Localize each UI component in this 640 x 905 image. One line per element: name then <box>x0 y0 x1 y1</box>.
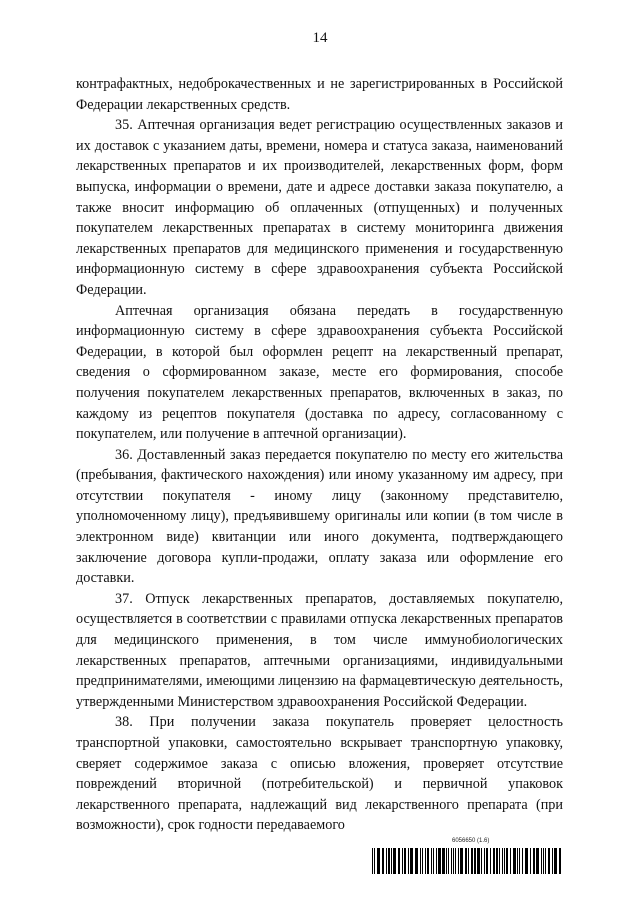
barcode-bar <box>504 848 505 874</box>
barcode-bar <box>513 848 516 874</box>
barcode-bar <box>499 848 500 874</box>
barcode-bar <box>386 848 387 874</box>
barcode-bar <box>506 848 508 874</box>
barcode-bar <box>388 848 390 874</box>
barcode-bar <box>522 848 523 874</box>
barcode-bar <box>377 848 380 874</box>
barcode-bar <box>543 848 544 874</box>
barcode-bar <box>410 848 413 874</box>
barcode-bar <box>471 848 473 874</box>
barcode-bar <box>525 848 528 874</box>
barcode-bar <box>493 848 495 874</box>
barcode-bar <box>453 848 454 874</box>
barcode-bar <box>427 848 429 874</box>
paragraph-continuation: контрафактных, недоброкачественных и не зарегистрированных в Российской Федерации лекарственных средств. <box>76 76 563 113</box>
barcode-bar <box>548 848 550 874</box>
paragraph-38: 38. При получении заказа покупатель проверяет целостность транспортной упаковки, самостоятельно вскрывает транспортную упаковку, сверяет содержимое заказа с описью вложения, проверяет отсутствие повреждений вторичной (потребительской) и первичной упаковок лекарственного препарата, надлежащий вид лекарственного препарата (при возможности), срок годности передаваемого <box>76 714 563 834</box>
barcode-bar <box>422 848 423 874</box>
barcode-bar <box>415 848 418 874</box>
barcode-bar <box>455 848 456 874</box>
barcode-bar <box>420 848 421 874</box>
barcode-bar <box>496 848 498 874</box>
barcode-bar <box>382 848 384 874</box>
barcode-bar <box>438 848 441 874</box>
barcode-bar <box>391 848 392 874</box>
barcode-bar <box>519 848 520 874</box>
barcode-bar <box>460 848 463 874</box>
barcode-bar <box>477 848 480 874</box>
barcode-bar <box>541 848 542 874</box>
barcode-bar <box>402 848 403 874</box>
barcode-bar <box>486 848 488 874</box>
page-number: 14 <box>312 30 328 46</box>
barcode-bar <box>474 848 476 874</box>
barcode-bar <box>484 848 485 874</box>
document-body <box>76 74 563 836</box>
barcode-bar <box>408 848 409 874</box>
barcode-bar <box>536 848 539 874</box>
barcode-bar <box>436 848 437 874</box>
barcode-bar <box>533 848 535 874</box>
barcode-bar <box>431 848 432 874</box>
barcode-bar <box>372 848 373 874</box>
barcode-bar <box>552 848 553 874</box>
barcode-bar <box>448 848 449 874</box>
paragraph-35-continued: Аптечная организация обязана передать в государственную информационную систему в сфере здравоохранения субъекта Российской Федерации, в которой был оформлен рецепт на лекарственный препарат, сведения о сформированном заказе, месте его формирования, способе получения покупателем лекарственных препаратов, включенных в заказ, по каждому из рецептов покупателя (доставка по адресу, согласованному с покупателем, или получение в аптечной организации). <box>76 302 563 443</box>
barcode-bar <box>404 848 406 874</box>
barcode-bar <box>451 848 452 874</box>
barcode-bar <box>446 848 447 874</box>
barcode-bar <box>554 848 557 874</box>
barcode-bar <box>465 848 467 874</box>
barcode-bar <box>442 848 445 874</box>
barcode-bar <box>393 848 396 874</box>
barcode-bar <box>510 848 511 874</box>
barcode-bar <box>517 848 518 874</box>
barcode-bar <box>374 848 375 874</box>
barcode-bar <box>545 848 546 874</box>
barcode-bar <box>502 848 503 874</box>
document-code: 6056650 (1.6) <box>452 838 490 844</box>
barcode-bar <box>425 848 426 874</box>
barcode-bar <box>398 848 400 874</box>
barcode-bar <box>458 848 459 874</box>
paragraph-36: 36. Доставленный заказ передается покупателю по месту его жительства (пребывания, фактического нахождения) или иному указанному им адресу, при отсутствии покупателя - иному лицу (законному представителю, уполномоченному лицу), предъявившему оригиналы или копии (в том числе в электронном виде) квитанции или иного документа, подтверждающего заключение договора купли-продажи, оплату заказа или оформление его доставки. <box>76 446 563 587</box>
barcode-bar <box>490 848 491 874</box>
paragraph-37: 37. Отпуск лекарственных препаратов, доставляемых покупателю, осуществляется в соответствии с правилами отпуска лекарственных препаратов для медицинского применения, в том числе иммунобиологических лекарственных препаратов, аптечными организациями, индивидуальными предпринимателями, имеющими лицензию на фармацевтическую деятельность, утвержденными Министерством здравоохранения Российской Федерации. <box>76 590 563 710</box>
barcode-bar <box>468 848 469 874</box>
barcode-icon <box>372 848 562 874</box>
barcode-bar <box>530 848 531 874</box>
barcode-bar <box>481 848 482 874</box>
paragraph-35: 35. Аптечная организация ведет регистрацию осуществленных заказов и их доставок с указанием даты, времени, номера и статуса заказа, наименований лекарственных препаратов и их производителей, лекарственных форм, форм выпуска, информации о времени, дате и адресе доставки заказа покупателю, а также вносит информацию об оплаченных (отпущенных) и полученных покупателем лекарственных препаратах в систему мониторинга движения лекарственных препаратов для медицинского применения и государственную информационную систему в сфере здравоохранения субъекта Российской Федерации. <box>76 117 563 298</box>
barcode-bar <box>433 848 434 874</box>
barcode-bar <box>559 848 561 874</box>
